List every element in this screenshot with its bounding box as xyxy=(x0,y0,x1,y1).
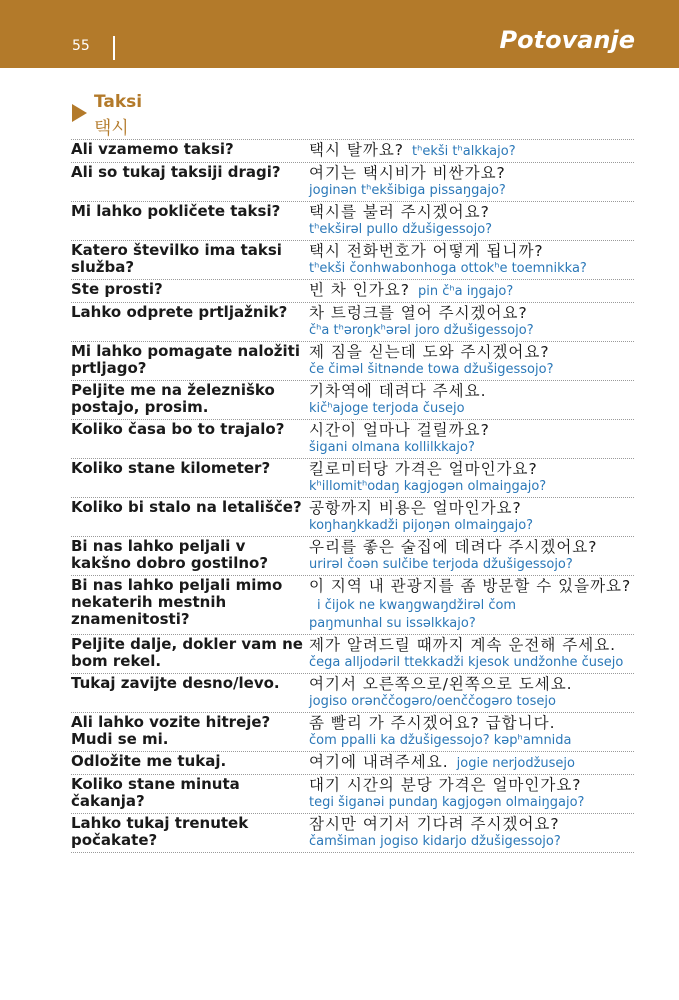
korean-text: 제가 알려드릴 때까지 계속 운전해 주세요. xyxy=(309,636,617,654)
phrase-row xyxy=(71,775,634,814)
section-arrow-icon xyxy=(72,104,87,122)
romanization: joginən tʰekšibiga pissaŋgajo? xyxy=(309,183,506,198)
slovene-phrase: Ali lahko vozite hitreje? Mudi se mi. xyxy=(71,713,271,748)
translation xyxy=(309,242,634,278)
phrase-row xyxy=(71,202,634,241)
translation xyxy=(309,636,634,672)
korean-text: 좀 빨리 가 주시겠어요? 급합니다. xyxy=(309,714,556,732)
slovene-phrase: Katero številko ima taksi služba? xyxy=(71,241,282,276)
phrase-row xyxy=(71,381,634,420)
korean-text: 택시를 불러 주시겠어요? xyxy=(309,203,490,221)
slovene-phrase: Ali vzamemo taksi? xyxy=(71,140,234,158)
korean-text: 여기는 택시비가 비싼가요? xyxy=(309,164,506,182)
phrase-row xyxy=(71,139,634,163)
phrase-row xyxy=(71,537,634,576)
translation xyxy=(309,304,634,340)
translation xyxy=(309,538,634,574)
slovene-phrase: Tukaj zavijte desno/levo. xyxy=(71,674,280,692)
translation xyxy=(309,203,634,239)
korean-text: 이 지역 내 관광지를 좀 방문할 수 있을까요? xyxy=(309,577,632,595)
translation xyxy=(309,714,634,750)
phrase-row xyxy=(71,752,634,775)
korean-text: 택시 탈까요? xyxy=(309,141,405,159)
korean-text: 차 트렁크를 열어 주시겠어요? xyxy=(309,304,528,322)
translation xyxy=(309,382,634,418)
header-divider xyxy=(113,36,115,60)
section-title: Taksi xyxy=(94,92,143,112)
romanization: paŋmunhal su issəlkkajo? xyxy=(309,616,476,631)
translation xyxy=(309,776,634,812)
phrase-row xyxy=(71,163,634,202)
phrase-row xyxy=(71,459,634,498)
slovene-phrase: Koliko bi stalo na letališče? xyxy=(71,498,302,516)
translation xyxy=(309,141,634,161)
korean-text: 공항까지 비용은 얼마인가요? xyxy=(309,499,522,517)
korean-text: 킬로미터당 가격은 얼마인가요? xyxy=(309,460,538,478)
korean-text: 빈 차 인가요? xyxy=(309,281,410,299)
slovene-phrase: Bi nas lahko peljali v kakšno dobro gostilno? xyxy=(71,537,269,572)
romanization: tʰekši tʰalkkajo? xyxy=(412,144,516,159)
korean-text: 택시 전화번호가 어떻게 됩니까? xyxy=(309,242,544,260)
romanization: čamšiman jogiso kidarjo džušigessojo? xyxy=(309,834,561,849)
korean-text: 대기 시간의 분당 가격은 얼마인가요? xyxy=(309,776,582,794)
translation xyxy=(309,815,634,851)
phrase-row xyxy=(71,420,634,459)
romanization: jogiso orənččogəro/oenččogəro tosejo xyxy=(309,694,556,709)
slovene-phrase: Odložite me tukaj. xyxy=(71,752,227,770)
korean-text: 여기에 내려주세요. xyxy=(309,753,449,771)
korean-text: 우리를 좋은 술집에 데려다 주시겠어요? xyxy=(309,538,598,556)
translation xyxy=(309,281,634,301)
romanization: urirəl čoən sulčibe terjoda džušigessojo? xyxy=(309,557,573,572)
page-number: 55 xyxy=(72,38,90,54)
phrase-row xyxy=(71,303,634,342)
korean-text: 여기서 오른쪽으로/왼쪽으로 도세요. xyxy=(309,675,573,693)
phrase-row xyxy=(71,576,634,635)
slovene-phrase: Koliko stane minuta čakanja? xyxy=(71,775,240,810)
slovene-phrase: Koliko stane kilometer? xyxy=(71,459,271,477)
translation xyxy=(309,675,634,711)
slovene-phrase: Ali so tukaj taksiji dragi? xyxy=(71,163,281,181)
romanization: če čiməl šitnənde towa džušigessojo? xyxy=(309,362,554,377)
phrase-row xyxy=(71,635,634,674)
section-subtitle: 택시 xyxy=(94,118,129,139)
chapter-title: Potovanje xyxy=(499,26,635,54)
romanization: tegi šiganəi pundaŋ kagjogən olmaiŋgajo? xyxy=(309,795,585,810)
romanization: pin čʰa iŋgajo? xyxy=(417,284,514,299)
phrase-row xyxy=(71,498,634,537)
slovene-phrase: Koliko časa bo to trajalo? xyxy=(71,420,285,438)
phrase-row xyxy=(71,342,634,381)
slovene-phrase: Ste prosti? xyxy=(71,280,163,298)
korean-text: 기차역에 데려다 주세요. xyxy=(309,382,487,400)
romanization: kʰillomitʰodaŋ kagjogən olmaiŋgajo? xyxy=(309,479,547,494)
translation xyxy=(309,499,634,535)
romanization: tʰekši čonhwabonhoga ottokʰe toemnikka? xyxy=(309,261,587,276)
romanization: čʰa tʰəroŋkʰərəl joro džušigessojo? xyxy=(309,323,534,338)
korean-text: 제 짐을 싣는데 도와 주시겠어요? xyxy=(309,343,550,361)
slovene-phrase: Bi nas lahko peljali mimo nekaterih mestnih znamenitosti? xyxy=(71,576,283,628)
phrase-row xyxy=(71,674,634,713)
slovene-phrase: Lahko odprete prtljažnik? xyxy=(71,303,288,321)
page-header xyxy=(0,0,679,68)
korean-text: 잠시만 여기서 기다려 주시겠어요? xyxy=(309,815,560,833)
phrase-row xyxy=(71,814,634,853)
romanization: čega alljodəril ttekkadži kjesok undžonhe čusejo xyxy=(309,655,624,670)
romanization: jogie nerjodžusejo xyxy=(456,756,575,771)
slovene-phrase: Peljite me na železniško postajo, prosim. xyxy=(71,381,275,416)
romanization: koŋhaŋkkadži pijoŋən olmaiŋgajo? xyxy=(309,518,534,533)
phrase-row xyxy=(71,241,634,280)
slovene-phrase: Peljite dalje, dokler vam ne bom rekel. xyxy=(71,635,303,670)
phrase-row xyxy=(71,713,634,752)
korean-text: 시간이 얼마나 걸릴까요? xyxy=(309,421,490,439)
romanization: čom ppalli ka džušigessojo? kəpʰamnida xyxy=(309,733,572,748)
romanization-inline: i čijok ne kwaŋgwaŋdžirəl čom xyxy=(317,598,517,613)
phrase-row xyxy=(71,280,634,303)
phrase-list xyxy=(71,139,634,853)
translation xyxy=(309,753,634,773)
slovene-phrase: Mi lahko pokličete taksi? xyxy=(71,202,281,220)
romanization: tʰekširəl pullo džušigessojo? xyxy=(309,222,493,237)
romanization: kičʰajoge terjoda čusejo xyxy=(309,401,465,416)
translation xyxy=(309,421,634,457)
romanization: šigani olmana kollilkkajo? xyxy=(309,440,475,455)
slovene-phrase: Lahko tukaj trenutek počakate? xyxy=(71,814,249,849)
translation xyxy=(309,164,634,200)
translation xyxy=(309,343,634,379)
translation xyxy=(309,577,634,633)
slovene-phrase: Mi lahko pomagate naložiti prtljago? xyxy=(71,342,300,377)
translation xyxy=(309,460,634,496)
